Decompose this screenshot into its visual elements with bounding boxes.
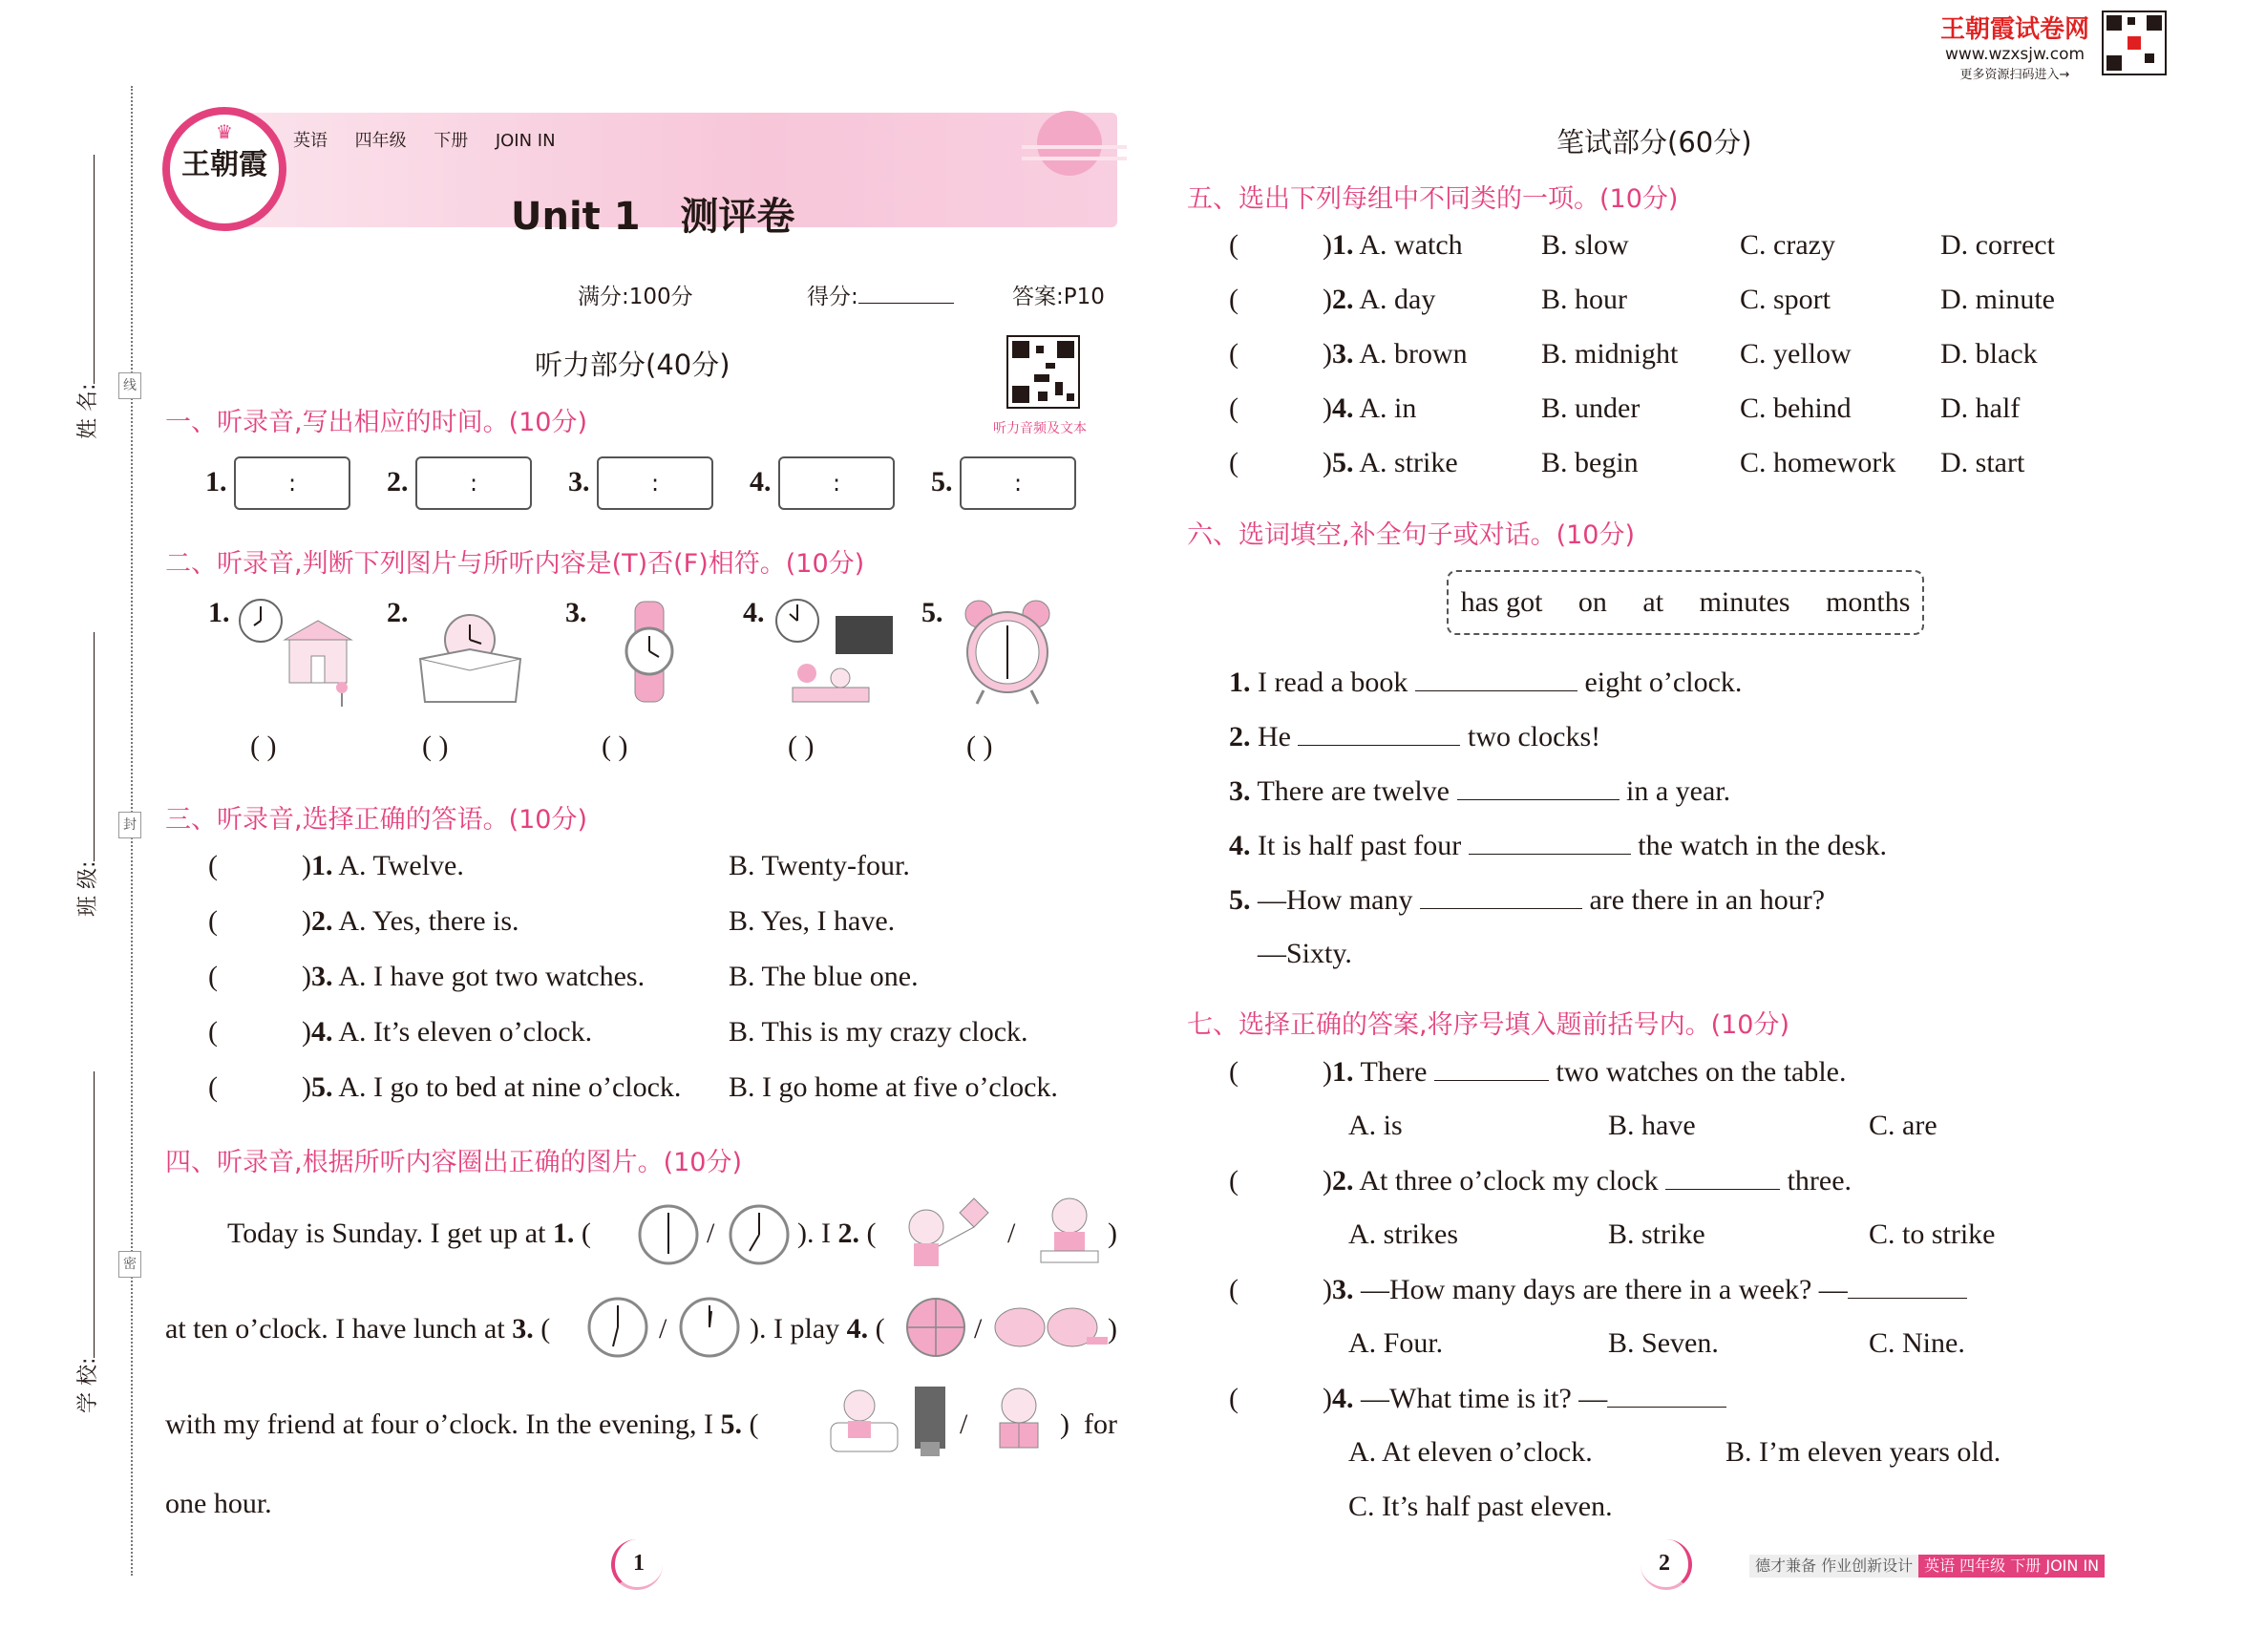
volume-label: 下册 xyxy=(434,131,469,151)
list-item: ( )4. A. It’s eleven o’clock. B. This is my crazy clock. xyxy=(208,1016,1028,1048)
house-clock-icon xyxy=(237,597,361,707)
passage-line-4: one hour. xyxy=(165,1488,272,1519)
written-title: 笔试部分(60分) xyxy=(1556,126,1752,159)
list-item: ( )5. A. strike B. begin C. homework D. start xyxy=(1229,447,2025,478)
list-item: 3. There are twelve in a year. xyxy=(1229,775,1731,807)
clock-option-icon[interactable] xyxy=(726,1201,793,1268)
options-row: A. At eleven o’clock. B. I’m eleven years old. xyxy=(1348,1436,2001,1468)
logo-crown-icon: ♛ xyxy=(216,122,233,143)
answer-paren[interactable]: ( ) xyxy=(422,731,449,762)
fill-blank[interactable] xyxy=(1415,666,1577,691)
page-title: Unit 1 测评卷 xyxy=(511,195,795,239)
brand-logo xyxy=(162,107,286,231)
list-item: ( )3. A. I have got two watches. B. The blue one. xyxy=(208,961,919,992)
site-brand xyxy=(1934,10,2096,82)
options-row: A. is B. have C. are xyxy=(1348,1110,1937,1141)
word-bank: has got on at minutes months xyxy=(1447,570,1924,635)
tv-icon[interactable] xyxy=(907,1385,955,1461)
item-number: 4. xyxy=(743,597,765,628)
section-2-title: 二、听录音,判断下列图片与所听内容是(T)否(F)相符。(10分) xyxy=(165,549,865,579)
classroom-clock-icon xyxy=(769,597,898,707)
ping-pong-icon[interactable] xyxy=(991,1303,1111,1361)
list-item: ( )4. A. in B. under C. behind D. half xyxy=(1229,392,2021,424)
list-item: 4. It is half past four the watch in the desk. xyxy=(1229,830,1888,861)
clock-option-icon[interactable] xyxy=(676,1294,743,1361)
passage-line-3: with my friend at four o’clock. In the evening, I 5. ( xyxy=(165,1408,759,1440)
answer-paren[interactable]: ( ) xyxy=(788,731,815,762)
options-row: C. It’s half past eleven. xyxy=(1348,1491,1613,1522)
full-score: 满分:100分 xyxy=(578,285,693,309)
passage-line-2b: ). I play 4. ( xyxy=(750,1313,885,1345)
section-6-title: 六、选词填空,补全句子或对话。(10分) xyxy=(1187,520,1636,550)
page-number-1: 1 xyxy=(611,1539,663,1590)
item-number: 5. xyxy=(921,597,943,628)
section-5-title: 五、选出下列每组中不同类的一项。(10分) xyxy=(1187,184,1679,214)
site-qr-icon[interactable] xyxy=(2103,11,2166,74)
section-5-list xyxy=(1229,229,2184,501)
school-label: 学 校: xyxy=(72,1071,101,1413)
edition-label: JOIN IN xyxy=(495,131,556,151)
passage-line-1: Today is Sunday. I get up at 1. ( xyxy=(227,1218,591,1249)
header-meta xyxy=(293,127,556,152)
fill-blank[interactable] xyxy=(1298,720,1460,746)
list-item: ( )2. A. Yes, there is. B. Yes, I have. xyxy=(208,905,896,937)
fill-blank[interactable] xyxy=(1607,1382,1726,1408)
qr-caption: 听力音频及文本 xyxy=(993,421,1087,436)
fill-blank[interactable] xyxy=(1469,829,1631,855)
section-3-list xyxy=(208,850,1115,1127)
site-name: 王朝霞试卷网 xyxy=(1939,15,2089,44)
homework-girl-icon[interactable] xyxy=(1031,1192,1108,1268)
basketball-icon[interactable] xyxy=(902,1294,969,1361)
clock-option-icon[interactable] xyxy=(635,1201,702,1268)
reading-girl-icon[interactable] xyxy=(976,1383,1062,1459)
passage-line-2: at ten o’clock. I have lunch at 3. ( xyxy=(165,1313,551,1345)
kite-girl-icon[interactable] xyxy=(893,1194,998,1270)
paren-close: ) xyxy=(1108,1313,1117,1345)
score-field[interactable]: 得分: xyxy=(807,279,954,310)
question: ( )3. —How many days are there in a week? — xyxy=(1229,1273,2184,1327)
time-box[interactable]: : xyxy=(415,456,532,510)
clock-option-icon[interactable] xyxy=(584,1294,651,1361)
slash: / xyxy=(1007,1218,1016,1249)
time-answer-row: 1. : 2. : 3. : 4. : 5. : xyxy=(205,456,1112,514)
cut-label-secret: 密 xyxy=(118,1251,141,1278)
sofa-girl-icon[interactable] xyxy=(821,1385,907,1461)
answer-paren[interactable]: ( ) xyxy=(250,731,277,762)
footer-left: 德才兼备 作业创新设计 xyxy=(1749,1555,1918,1578)
question: ( )1. There two watches on the table. xyxy=(1229,1056,1847,1088)
cut-label-seal: 封 xyxy=(118,812,141,838)
site-url[interactable]: www.wzxsjw.com xyxy=(1944,45,2085,64)
fill-blank[interactable] xyxy=(1457,774,1619,800)
fill-blank[interactable] xyxy=(1420,883,1582,909)
section-4-title: 四、听录音,根据所听内容圈出正确的图片。(10分) xyxy=(165,1148,743,1177)
footer-strip xyxy=(1749,1555,2105,1578)
options-row: A. Four. B. Seven. C. Nine. xyxy=(1348,1327,1965,1359)
list-item: ( )2. A. day B. hour C. sport D. minute xyxy=(1229,284,2055,315)
question: ( )2. At three o’clock my clock three. xyxy=(1229,1165,1852,1197)
watch-icon xyxy=(611,602,688,702)
paren-close: ) xyxy=(1108,1218,1117,1249)
listening-title: 听力部分(40分) xyxy=(535,349,730,381)
passage-line-3b: ) for xyxy=(1060,1408,1117,1440)
subject-label: 英语 xyxy=(293,131,328,151)
passage-line-1b: ). I 2. ( xyxy=(797,1218,877,1249)
slash: / xyxy=(960,1408,968,1440)
list-item: 1. I read a book eight o’clock. xyxy=(1229,667,1743,698)
section-3-title: 三、听录音,选择正确的答语。(10分) xyxy=(165,805,588,835)
list-item: ( )1. A. Twelve. B. Twenty-four. xyxy=(208,850,910,881)
alarm-clock-icon xyxy=(960,597,1055,707)
qr-code-icon[interactable] xyxy=(1007,336,1079,408)
answer-paren[interactable]: ( ) xyxy=(602,731,628,762)
item-number: 2. xyxy=(387,597,409,628)
time-box[interactable]: : xyxy=(597,456,713,510)
list-item: 5. —How many are there in an hour? xyxy=(1229,884,1826,916)
logo-text: 王朝霞 xyxy=(181,148,267,181)
fill-blank[interactable] xyxy=(1848,1273,1967,1299)
time-box[interactable]: : xyxy=(234,456,350,510)
fill-blank[interactable] xyxy=(1434,1055,1549,1081)
time-box[interactable]: : xyxy=(778,456,895,510)
slash: / xyxy=(974,1313,983,1345)
sun-decoration-icon xyxy=(1022,105,1127,181)
list-item: ( )3. A. brown B. midnight C. yellow D. black xyxy=(1229,338,2038,370)
fill-blank[interactable] xyxy=(1665,1164,1780,1190)
name-label: 姓 名: xyxy=(72,155,101,439)
section-7-title: 七、选择正确的答案,将序号填入题前括号内。(10分) xyxy=(1187,1010,1790,1040)
time-box[interactable]: : xyxy=(960,456,1076,510)
answer-paren[interactable]: ( ) xyxy=(966,731,993,762)
list-item: ( )1. A. watch B. slow C. crazy D. correct xyxy=(1229,229,2055,261)
slash: / xyxy=(659,1313,667,1345)
list-item: ( )5. A. I go to bed at nine o’clock. B. I go home at five o’clock. xyxy=(208,1071,1058,1103)
site-slogan: 更多资源扫码进入→ xyxy=(1959,68,2070,82)
question: ( )4. —What time is it? — xyxy=(1229,1382,2184,1436)
score-line xyxy=(578,279,693,310)
options-row: A. strikes B. strike C. to strike xyxy=(1348,1218,1996,1250)
footer-right: 英语 四年级 下册 JOIN IN xyxy=(1918,1555,2105,1578)
page-number-2: 2 xyxy=(1641,1539,1692,1590)
list-item: 2. He two clocks! xyxy=(1229,721,1601,752)
item-number: 3. xyxy=(565,597,587,628)
clock-in-box-icon xyxy=(411,611,530,707)
list-item: —Sixty. xyxy=(1258,938,1352,969)
grade-label: 四年级 xyxy=(354,131,407,151)
section-1-title: 一、听录音,写出相应的时间。(10分) xyxy=(165,408,588,437)
section-7-list xyxy=(1229,1055,2184,1545)
answer-page-ref: 答案:P10 xyxy=(1012,285,1105,309)
item-number: 1. xyxy=(208,597,230,628)
slash: / xyxy=(707,1218,715,1249)
class-label: 班 级: xyxy=(72,632,101,917)
section-6-list xyxy=(1229,666,2184,992)
cut-label-line: 线 xyxy=(118,372,141,399)
